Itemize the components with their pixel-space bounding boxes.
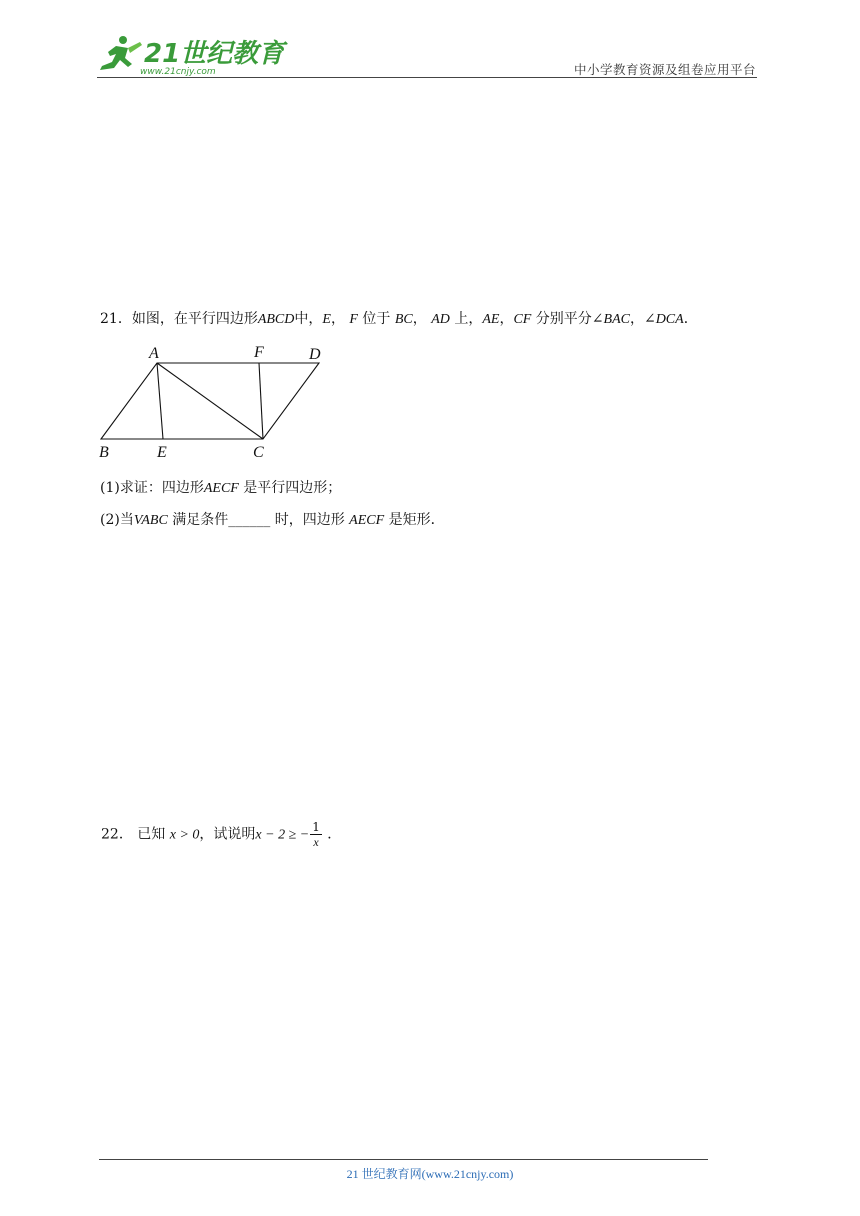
segment-ac [157, 363, 263, 439]
math-var: AECF [349, 513, 385, 528]
label-e: E [157, 444, 167, 461]
question-text: ， [629, 311, 644, 327]
question-text: ， [330, 311, 345, 327]
question-text: (1)求证：四边形 [100, 480, 204, 496]
logo-text: 21世纪教育 [144, 39, 285, 69]
question-text: ， [412, 311, 427, 327]
header-tagline: 中小学教育资源及组卷应用平台 [573, 62, 756, 77]
math-angle: ∠DCA [643, 312, 684, 327]
math-condition: x > 0 [169, 827, 200, 843]
footer-link[interactable]: 21 世纪教育网(www.21cnjy.com) [346, 1167, 514, 1181]
math-fraction [310, 820, 322, 849]
question-text: 分别平分 [535, 311, 592, 327]
math-var: AD [431, 312, 450, 327]
fraction-numerator: 1 [312, 820, 320, 834]
question-text: ． [327, 826, 342, 843]
header-divider [97, 77, 757, 78]
label-d: D [309, 346, 321, 363]
math-var: CF [513, 312, 532, 327]
site-logo [92, 34, 285, 78]
math-var: ABCD [257, 312, 295, 327]
math-expression: x − 2 ≥ − [255, 827, 310, 843]
question-text: 位于 [362, 311, 391, 327]
label-a: A [149, 345, 159, 362]
question-text: ， [499, 311, 514, 327]
label-f: F [254, 344, 264, 361]
question-text: 满足条件______ 时，四边形 [172, 512, 345, 528]
question-text: ． [683, 311, 698, 327]
question-text: ，试说明 [199, 826, 256, 843]
label-b: B [99, 444, 109, 461]
question-text: 如图，在平行四边形 [131, 311, 258, 327]
question-21-part-1 [100, 478, 341, 499]
label-c: C [253, 444, 264, 461]
math-var: AE [482, 312, 500, 327]
parallelogram-figure [97, 340, 333, 462]
segment-cf [259, 363, 263, 439]
question-text: (2)当 [100, 512, 134, 528]
math-var: BC [394, 312, 413, 327]
question-number: 21． [100, 311, 132, 327]
question-number: 22． [101, 826, 133, 843]
question-21 [100, 309, 698, 330]
question-text: 是矩形． [388, 512, 445, 528]
math-var: E [322, 312, 331, 327]
question-text: 是平行四边形； [243, 480, 342, 496]
math-var: AECF [203, 481, 239, 496]
fraction-denominator: x [313, 835, 319, 849]
question-text: 上， [454, 311, 483, 327]
math-var: F [349, 312, 358, 327]
question-text: 已知 [137, 826, 166, 843]
footer-divider [99, 1159, 708, 1160]
math-angle: ∠BAC [591, 312, 630, 327]
question-text: 中， [294, 311, 323, 327]
segment-ae [157, 363, 163, 439]
runner-icon [100, 36, 142, 70]
question-22 [101, 820, 341, 849]
question-21-part-2 [100, 510, 445, 531]
math-triangle: VABC [133, 513, 168, 528]
logo-url: www.21cnjy.com [140, 67, 216, 77]
